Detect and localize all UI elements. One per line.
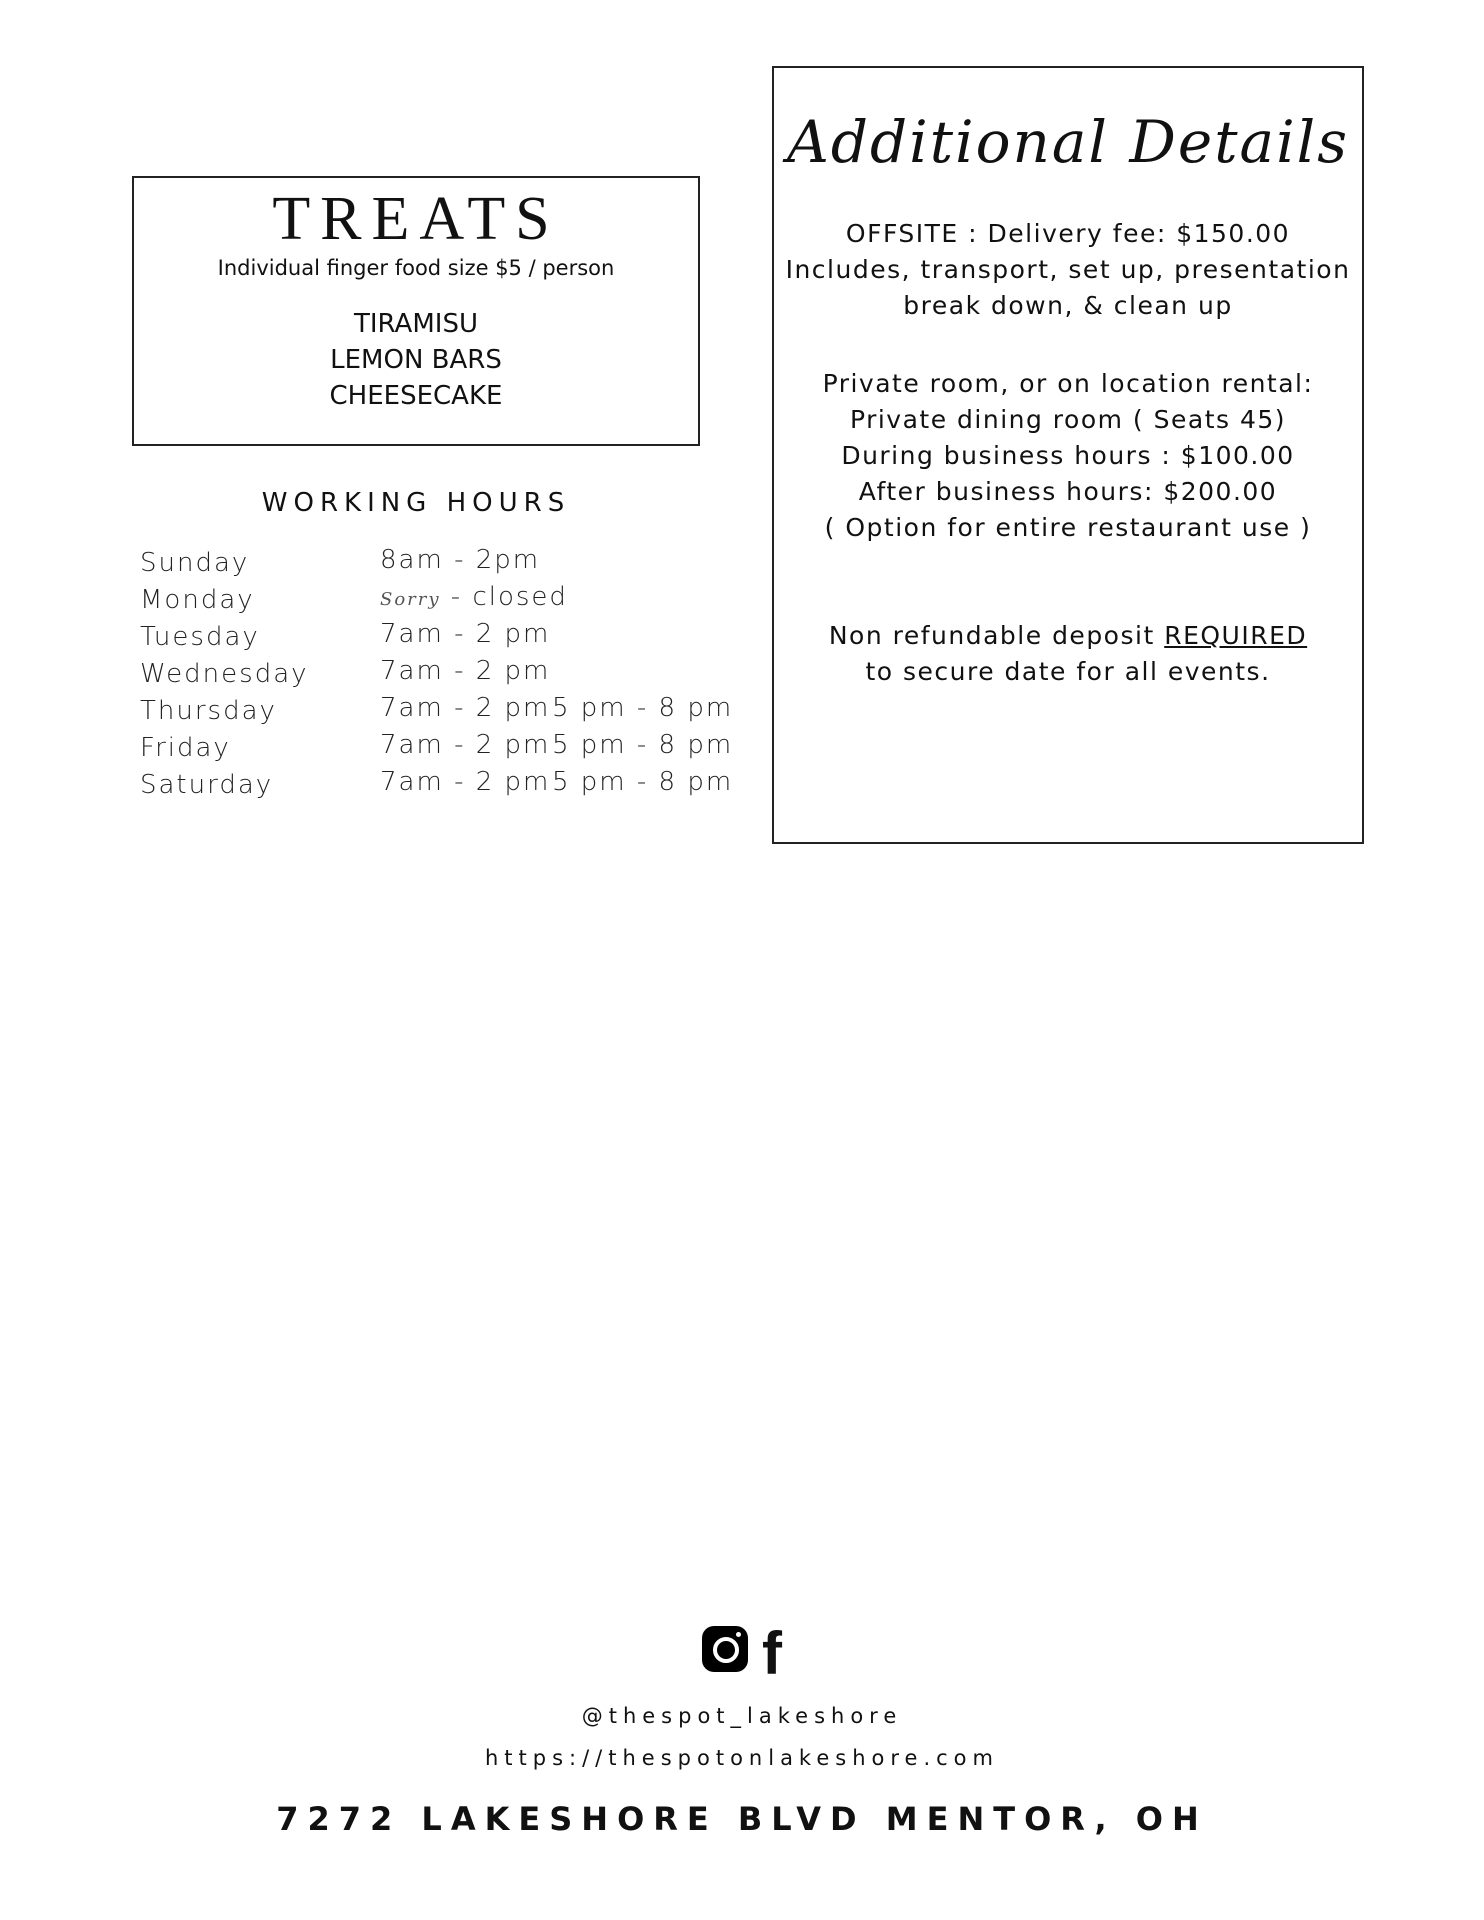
treats-item: CHEESECAKE — [329, 381, 503, 411]
hours-time-evening: 5 pm - 8 pm — [552, 693, 734, 723]
day-label: Thursday — [140, 696, 277, 726]
rental-line: ( Option for entire restaurant use ) — [824, 513, 1312, 542]
day-label: Wednesday — [140, 659, 309, 689]
hours-time: 7am - 2 pm — [380, 730, 551, 760]
day-label: Monday — [140, 585, 255, 615]
treats-title: TREATS — [272, 185, 560, 253]
rental-line: Private dining room ( Seats 45) — [849, 405, 1287, 434]
rental-line: After business hours: $200.00 — [858, 477, 1278, 506]
hours-time-evening: 5 pm - 8 pm — [552, 730, 734, 760]
hours-time: 7am - 2 pm — [380, 656, 551, 686]
deposit-line-2: to secure date for all events. — [865, 657, 1271, 686]
hours-time: 7am - 2 pm — [380, 767, 551, 797]
hours-time: 8am - 2pm — [380, 545, 541, 575]
rental-line: During business hours : $100.00 — [841, 441, 1295, 470]
details-text — [774, 216, 1362, 690]
treats-item: LEMON BARS — [330, 345, 502, 375]
treats-item: TIRAMISU — [354, 309, 478, 339]
treats-subtitle: Individual finger food size $5 / person — [217, 256, 615, 280]
deposit-line — [774, 618, 1362, 654]
additional-details-box — [772, 66, 1364, 844]
day-label: Friday — [140, 733, 231, 763]
hours-time: 7am - 2 pm — [380, 693, 551, 723]
social-icons — [0, 1620, 1484, 1687]
deposit-prefix: Non refundable deposit — [828, 621, 1165, 650]
required-text: REQUIRED — [1164, 621, 1308, 650]
sorry-note: Sorry — [380, 589, 441, 610]
day-label: Saturday — [140, 770, 274, 800]
day-label: Tuesday — [140, 622, 260, 652]
rental-line: Private room, or on location rental: — [822, 369, 1314, 398]
hours-time-evening: 5 pm - 8 pm — [552, 767, 734, 797]
details-title: Additional Details — [787, 108, 1349, 176]
facebook-icon[interactable]: f — [762, 1620, 782, 1687]
website-link[interactable]: https://thespotonlakeshore.com — [484, 1746, 999, 1770]
closed-text: - closed — [440, 582, 568, 612]
treats-list — [134, 306, 698, 414]
day-label: Sunday — [140, 548, 250, 578]
working-hours-title: WORKING HOURS — [261, 488, 571, 518]
treats-box — [132, 176, 700, 446]
social-handle[interactable]: @thespot_lakeshore — [581, 1704, 903, 1728]
offsite-line: break down, & clean up — [903, 291, 1233, 320]
offsite-line: Includes, transport, set up, presentation — [785, 255, 1351, 284]
hours-time: 7am - 2 pm — [380, 619, 551, 649]
address: 7272 LAKESHORE BLVD MENTOR, OH — [276, 1800, 1208, 1838]
instagram-icon[interactable] — [702, 1626, 748, 1672]
hours-time — [380, 582, 568, 612]
offsite-line: OFFSITE : Delivery fee: $150.00 — [845, 219, 1291, 248]
